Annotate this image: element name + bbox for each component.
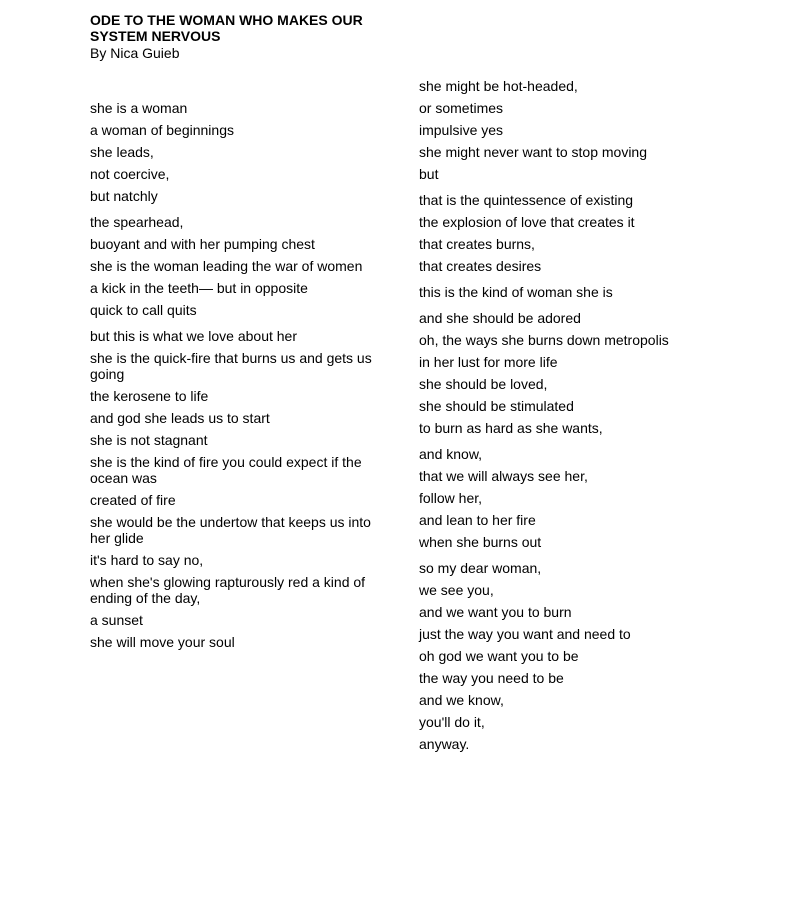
poem-line: but this is what we love about her xyxy=(90,328,298,344)
poem-stanza xyxy=(419,192,739,274)
poem-line: and god she leads us to start xyxy=(90,410,270,426)
poem-byline: By Nica Guieb xyxy=(90,45,180,61)
poem-line: not coercive, xyxy=(90,166,170,182)
poem-stanza xyxy=(90,100,390,204)
poem-line: or sometimes xyxy=(419,100,504,116)
poem-line: when she burns out xyxy=(419,534,542,550)
poem-line: she would be the undertow that keeps us into her glide xyxy=(90,514,371,546)
poem-line: and lean to her fire xyxy=(419,512,536,528)
poem-line: quick to call quits xyxy=(90,302,197,318)
poem-line: she should be loved, xyxy=(419,376,548,392)
poem-line: she is the kind of fire you could expect if the ocean was xyxy=(90,454,362,486)
poem-right-column xyxy=(419,78,739,762)
poem-line: that creates desires xyxy=(419,258,542,274)
poem-line: that creates burns, xyxy=(419,236,535,252)
poem-line: that is the quintessence of existing xyxy=(419,192,634,208)
poem-line: a sunset xyxy=(90,612,143,628)
poem-header xyxy=(90,12,390,62)
poem-line: a kick in the teeth— but in opposite xyxy=(90,280,308,296)
poem-line: but xyxy=(419,166,439,182)
poem-line: a woman of beginnings xyxy=(90,122,234,138)
poem-line: but natchly xyxy=(90,188,158,204)
poem-left-column xyxy=(90,100,390,660)
poem-line: she leads, xyxy=(90,144,154,160)
poem-line: follow her, xyxy=(419,490,483,506)
poem-line: when she's glowing rapturously red a kind of ending of the day, xyxy=(90,574,366,606)
poem-stanza xyxy=(419,446,739,550)
poem-line: that we will always see her, xyxy=(419,468,588,484)
poem-line: we see you, xyxy=(419,582,494,598)
poem-line: the way you need to be xyxy=(419,670,564,686)
poem-line: just the way you want and need to xyxy=(419,626,631,642)
poem-line: she is a woman xyxy=(90,100,188,116)
poem-line: and we want you to burn xyxy=(419,604,572,620)
poem-line: and know, xyxy=(419,446,483,462)
poem-line: the spearhead, xyxy=(90,214,184,230)
poem-line: to burn as hard as she wants, xyxy=(419,420,603,436)
poem-stanza xyxy=(419,310,739,436)
poem-line: the explosion of love that creates it xyxy=(419,214,635,230)
poem-line: oh god we want you to be xyxy=(419,648,579,664)
poem-line: it's hard to say no, xyxy=(90,552,204,568)
poem-line: anyway. xyxy=(419,736,470,752)
poem-line: and she should be adored xyxy=(419,310,581,326)
poem-line: she is the quick-fire that burns us and gets us going xyxy=(90,350,372,382)
poem-line: impulsive yes xyxy=(419,122,504,138)
poem-line: she should be stimulated xyxy=(419,398,574,414)
poem-line: she might be hot-headed, xyxy=(419,78,578,94)
poem-line: you'll do it, xyxy=(419,714,485,730)
poem-stanza xyxy=(419,78,739,182)
poem-line: she is the woman leading the war of women xyxy=(90,258,363,274)
poem-line: she might never want to stop moving xyxy=(419,144,648,160)
poem-stanza xyxy=(90,328,390,650)
poem-line: this is the kind of woman she is xyxy=(419,284,613,300)
poem-line: she is not stagnant xyxy=(90,432,208,448)
poem-line: and we know, xyxy=(419,692,504,708)
poem-line: so my dear woman, xyxy=(419,560,542,576)
poem-line: in her lust for more life xyxy=(419,354,558,370)
poem-stanza xyxy=(419,284,739,300)
poem-stanza xyxy=(90,214,390,318)
poem-line: buoyant and with her pumping chest xyxy=(90,236,315,252)
poem-line: oh, the ways she burns down metropolis xyxy=(419,332,669,348)
poem-line: the kerosene to life xyxy=(90,388,209,404)
poem-line: she will move your soul xyxy=(90,634,235,650)
poem-line: created of fire xyxy=(90,492,176,508)
poem-title: ODE TO THE WOMAN WHO MAKES OUR SYSTEM NERVOUS xyxy=(90,12,363,44)
poem-stanza xyxy=(419,560,739,752)
